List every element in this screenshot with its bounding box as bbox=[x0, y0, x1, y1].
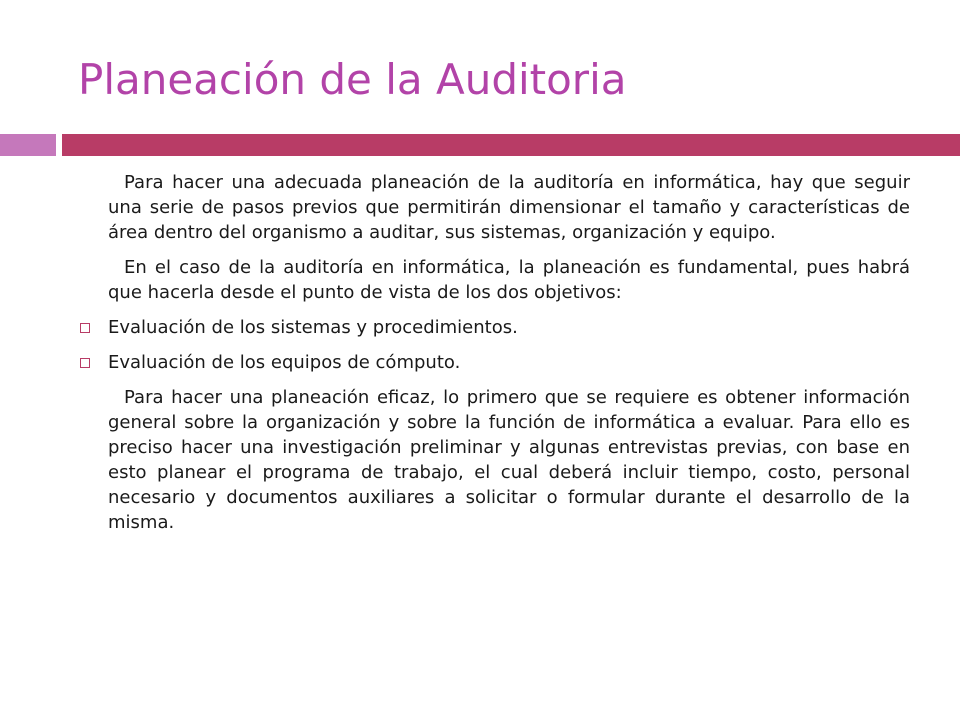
slide-title: Planeación de la Auditoria bbox=[78, 55, 627, 104]
closing-paragraph: Para hacer una planeación eficaz, lo primero que se requiere es obtener información general sobre la organización y sobre la función de informática a evaluar. Para ello es preciso hacer una investigación preliminar y algunas entrevistas previas, con base en esto planear el programa de trabajo, el cual deberá incluir tiempo, costo, personal necesario y documentos auxiliares a solicitar o formular durante el desarrollo de la misma. bbox=[108, 387, 910, 533]
bullet-text: Evaluación de los sistemas y procedimientos. bbox=[108, 317, 518, 338]
square-bullet-icon bbox=[80, 315, 108, 340]
intro-paragraph: Para hacer una adecuada planeación de la auditoría en informática, hay que seguir una serie de pasos previos que permitirán dimensionar el tamaño y características de área dentro del organismo a auditar, sus sistemas, organización y equipo. bbox=[108, 172, 910, 243]
square-bullet-icon bbox=[80, 350, 108, 375]
title-accent-bar-right bbox=[62, 134, 960, 156]
bullet-text: Evaluación de los equipos de cómputo. bbox=[108, 352, 461, 373]
bullet-item bbox=[80, 350, 910, 375]
objectives-paragraph: En el caso de la auditoría en informática, la planeación es fundamental, pues habrá que hacerla desde el punto de vista de los dos objetivos: bbox=[108, 257, 910, 303]
bullet-item bbox=[80, 315, 910, 340]
slide-body bbox=[80, 170, 910, 545]
title-accent-bar-left bbox=[0, 134, 56, 156]
